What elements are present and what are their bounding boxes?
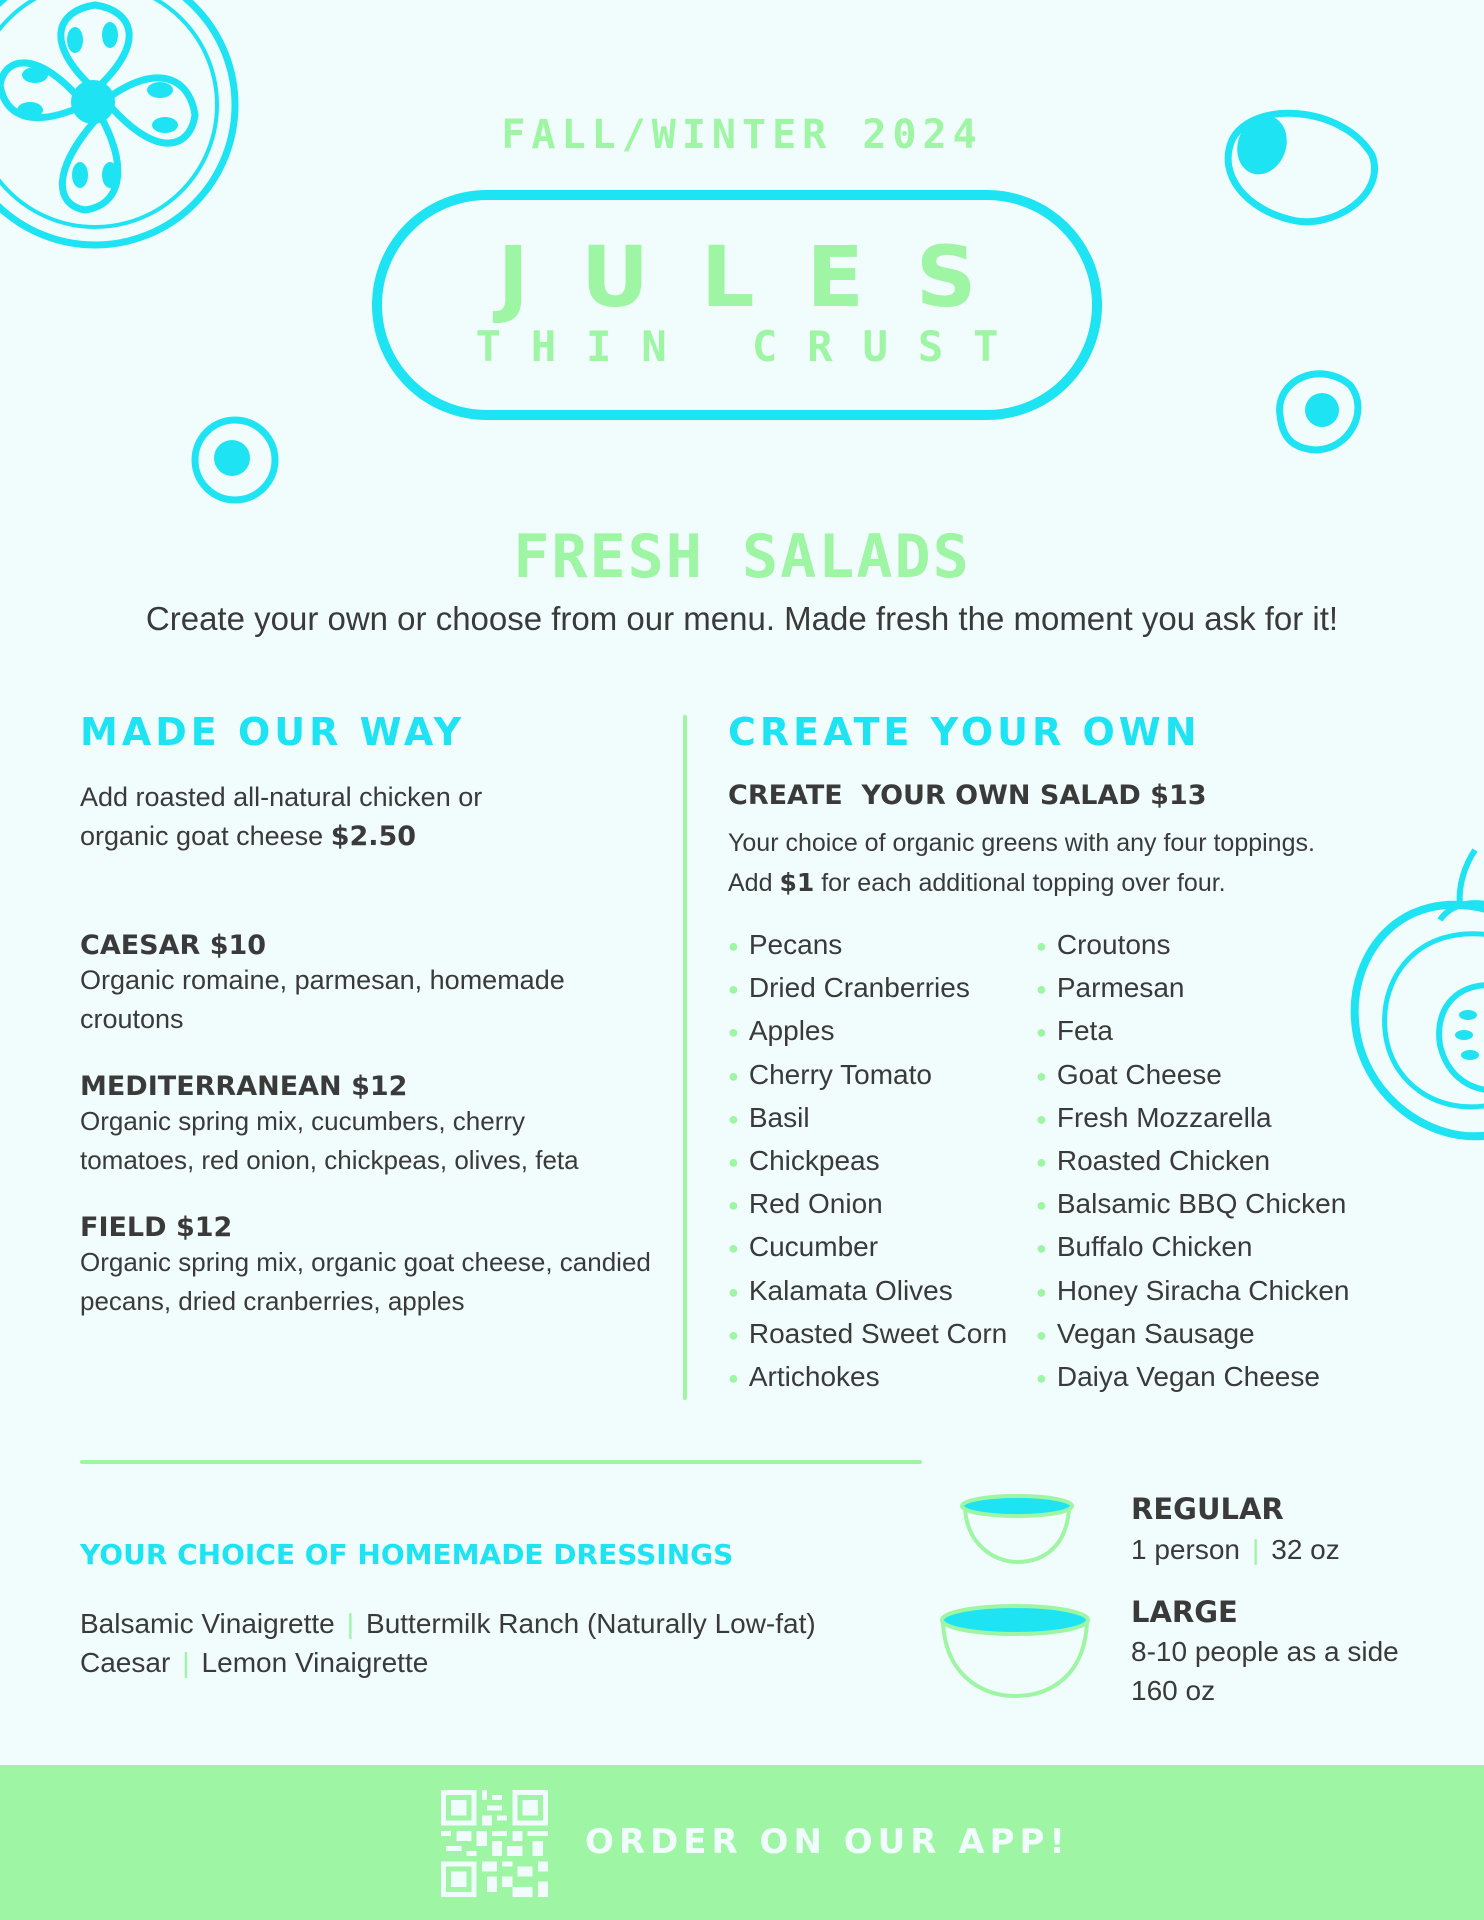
bullet-icon: ●: [1036, 1195, 1047, 1216]
topping-item: [728, 1097, 1007, 1140]
bullet-icon: ●: [1036, 936, 1047, 956]
topping-label: Cherry Tomato: [748, 1058, 932, 1090]
menu-item-desc: Organic spring mix, cucumbers, cherry tomatoes, red onion, chickpeas, olives, feta: [80, 1106, 579, 1175]
section-divider: [80, 1460, 922, 1464]
topping-item: [1036, 1140, 1349, 1183]
menu-item-desc: Organic romaine, parmesan, homemade croutons: [80, 965, 565, 1034]
topping-label: Croutons: [1056, 929, 1171, 960]
menu-item-title: FIELD $12: [80, 1212, 233, 1243]
topping-label: Goat Cheese: [1056, 1058, 1222, 1090]
season-label: FALL/WINTER 2024: [501, 112, 983, 158]
page-title: FRESH SALADS: [513, 522, 971, 592]
bullet-icon: ●: [1036, 1368, 1047, 1389]
bullet-icon: ●: [728, 979, 739, 1000]
bullet-icon: ●: [728, 1195, 739, 1216]
addon-line-2: organic goat cheese $2.50: [80, 821, 417, 852]
addon-line-1: Add roasted all-natural chicken or: [80, 782, 483, 812]
bullet-icon: ●: [728, 1238, 739, 1259]
bullet-icon: ●: [728, 1022, 739, 1043]
intro-text: Create your own or choose from our menu. Made fresh the moment you ask for it!: [145, 600, 1339, 637]
bullet-icon: ●: [1036, 1022, 1047, 1043]
topping-item: [1036, 1054, 1349, 1097]
logo-subtitle: THIN CRUST: [475, 322, 1029, 371]
dressings-list: Balsamic Vinaigrette | Buttermilk Ranch (Naturally Low-fat) Caesar | Lemon Vinaigrette: [80, 1608, 816, 1678]
size-large-detail: 8-10 people as a side 160 oz: [1131, 1636, 1399, 1706]
bullet-icon: ●: [1036, 979, 1047, 1000]
bullet-icon: ●: [728, 1065, 739, 1086]
size-regular-detail: 1 person | 32 oz: [1131, 1534, 1340, 1565]
menu-item-caesar: [80, 930, 680, 1039]
topping-label: Daiya Vegan Cheese: [1056, 1361, 1320, 1393]
topping-label: Vegan Sausage: [1056, 1317, 1255, 1349]
create-salad-title: CREATE YOUR OWN SALAD $13: [728, 780, 1207, 811]
regular-bowl-icon: [955, 1490, 1080, 1570]
menu-item-title: CAESAR $10: [80, 930, 267, 961]
column-divider: [683, 715, 687, 1400]
bullet-icon: ●: [728, 936, 739, 956]
topping-label: Chickpeas: [748, 1145, 880, 1177]
size-large-label: LARGE: [1131, 1595, 1238, 1629]
topping-item: [1036, 1270, 1349, 1313]
menu-item-desc: Organic spring mix, organic goat cheese, candied pecans, dried cranberries, apples: [80, 1247, 651, 1316]
topping-label: Roasted Chicken: [1056, 1145, 1271, 1177]
qr-code-icon[interactable]: [441, 1790, 548, 1897]
topping-item: [1036, 1226, 1349, 1269]
topping-item: [1036, 1097, 1349, 1140]
toppings-list-right: [1036, 924, 1349, 1399]
topping-item: [728, 924, 1007, 967]
topping-label: Kalamata Olives: [748, 1274, 953, 1306]
menu-item-title: MEDITERRANEAN $12: [80, 1071, 408, 1102]
bullet-icon: ●: [1036, 1281, 1047, 1302]
bullet-icon: ●: [1036, 1152, 1047, 1173]
menu-item-mediterranean: [80, 1071, 680, 1180]
addon-note: [80, 778, 482, 856]
topping-label: Balsamic BBQ Chicken: [1056, 1188, 1347, 1220]
topping-item: [728, 1054, 1007, 1097]
topping-label: Apples: [748, 1015, 835, 1047]
tomato-icon: [1340, 845, 1484, 1175]
topping-item: [728, 1140, 1007, 1183]
topping-label: Basil: [748, 1101, 810, 1133]
topping-label: Feta: [1056, 1015, 1113, 1047]
create-your-own-heading: CREATE YOUR OWN: [728, 710, 1201, 754]
topping-label: Fresh Mozzarella: [1056, 1101, 1272, 1133]
olive-small-icon: [1265, 355, 1375, 465]
topping-label: Cucumber: [748, 1231, 879, 1263]
topping-item: [1036, 1356, 1349, 1399]
topping-label: Pecans: [748, 929, 843, 960]
menu-item-field: [80, 1212, 680, 1321]
topping-item: [728, 1226, 1007, 1269]
made-our-way-heading: MADE OUR WAY: [80, 710, 466, 754]
topping-label: Parmesan: [1056, 972, 1185, 1004]
logo-title: JULES: [497, 228, 1029, 326]
bullet-icon: ●: [1036, 1108, 1047, 1129]
topping-item: [1036, 1183, 1349, 1226]
bullet-icon: ●: [728, 1368, 739, 1389]
topping-label: Dried Cranberries: [748, 972, 970, 1004]
bullet-icon: ●: [1036, 1065, 1047, 1086]
topping-label: Artichokes: [748, 1361, 880, 1393]
topping-item: [1036, 967, 1349, 1010]
topping-item: [728, 1313, 1007, 1356]
bullet-icon: ●: [1036, 1238, 1047, 1259]
toppings-list-left: [728, 924, 1007, 1399]
order-app-cta[interactable]: ORDER ON OUR APP!: [585, 1822, 1070, 1862]
topping-item: [1036, 1010, 1349, 1053]
create-salad-desc: Your choice of organic greens with any four toppings. Add $1 for each additional topping over four.: [728, 829, 1315, 897]
bullet-icon: ●: [728, 1152, 739, 1173]
topping-item: [728, 1356, 1007, 1399]
topping-label: Red Onion: [748, 1188, 883, 1220]
topping-label: Buffalo Chicken: [1056, 1231, 1253, 1263]
size-regular-label: REGULAR: [1131, 1492, 1284, 1526]
bullet-icon: ●: [728, 1108, 739, 1129]
topping-item: [1036, 924, 1349, 967]
topping-label: Honey Siracha Chicken: [1056, 1274, 1350, 1306]
topping-item: [728, 1270, 1007, 1313]
bullet-icon: ●: [1036, 1324, 1047, 1345]
bullet-icon: ●: [728, 1281, 739, 1302]
large-bowl-icon: [935, 1598, 1095, 1703]
topping-item: [728, 967, 1007, 1010]
topping-item: [1036, 1313, 1349, 1356]
dressings-heading: YOUR CHOICE OF HOMEMADE DRESSINGS: [80, 1538, 734, 1571]
bullet-icon: ●: [728, 1324, 739, 1345]
topping-item: [728, 1183, 1007, 1226]
topping-label: Roasted Sweet Corn: [748, 1317, 1008, 1349]
topping-item: [728, 1010, 1007, 1053]
olive-ring-icon: [185, 410, 285, 510]
